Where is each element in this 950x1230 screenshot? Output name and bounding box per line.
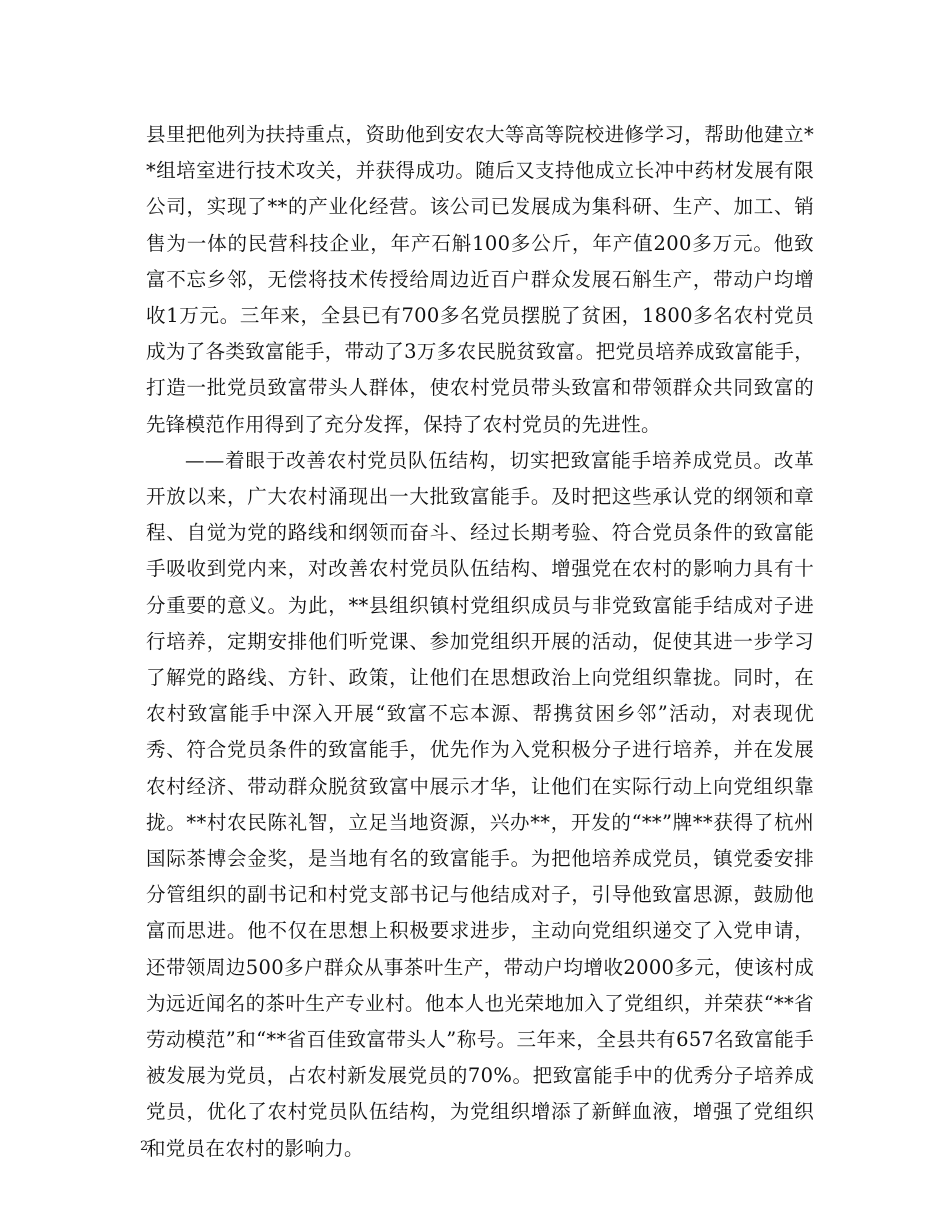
- paragraph-2: ——着眼于改善农村党员队伍结构，切实把致富能手培养成党员。改革开放以来，广大农村涌现出一大批致富能手。及时把这些承认党的纲领和章程、自觉为党的路线和纲领而奋斗、经过长期考验、符合党员条件的致富能手吸收到党内来，对改善农村党员队伍结构、增强党在农村的影响力具有十分重要的意义。为此，**县组织镇村党组织成员与非党致富能手结成对子进行培养，定期安排他们听党课、参加党组织开展的活动，促使其进一步学习了解党的路线、方针、政策，让他们在思想政治上向党组织靠拢。同时，在农村致富能手中深入开展“致富不忘本源、帮携贫困乡邻”活动，对表现优秀、符合党员条件的致富能手，优先作为入党积极分子进行培养，并在发展农村经济、带动群众脱贫致富中展示才华，让他们在实际行动上向党组织靠拢。**村农民陈礼智，立足当地资源，兴办**，开发的“**”牌**获得了杭州国际茶博会金奖，是当地有名的致富能手。为把他培养成党员，镇党委安排分管组织的副书记和村党支部书记与他结成对子，引导他致富思源，鼓励他富而思进。他不仅在思想上积极要求进步，主动向党组织递交了入党申请，还带领周边500多户群众从事茶叶生产，带动户均增收2000多元，使该村成为远近闻名的茶叶生产专业村。他本人也光荣地加入了党组织，并荣获“**省劳动模范”和“**省百佳致富带头人”称号。三年来，全县共有657名致富能手被发展为党员，占农村新发展党员的70%。把致富能手中的优秀分子培养成党员，优化了农村党员队伍结构，为党组织增添了新鲜血液，增强了党组织和党员在农村的影响力。: [146, 448, 814, 1160]
- document-body: [146, 117, 814, 1167]
- paragraph-1: 县里把他列为扶持重点，资助他到安农大等高等院校进修学习，帮助他建立**组培室进行技术攻关，并获得成功。随后又支持他成立长冲中药材发展有限公司，实现了**的产业化经营。该公司已发展成为集科研、生产、加工、销售为一体的民营科技企业，年产石斛100多公斤，年产值200多万元。他致富不忘乡邻，无偿将技术传授给周边近百户群众发展石斛生产，带动户均增收1万元。三年来，全县已有700多名党员摆脱了贫困，1800多名农村党员成为了各类致富能手，带动了3万多农民脱贫致富。把党员培养成致富能手，打造一批党员致富带头人群体，使农村党员带头致富和带领群众共同致富的先锋模范作用得到了充分发挥，保持了农村党员的先进性。: [146, 123, 814, 436]
- page-number: 2: [140, 1139, 149, 1154]
